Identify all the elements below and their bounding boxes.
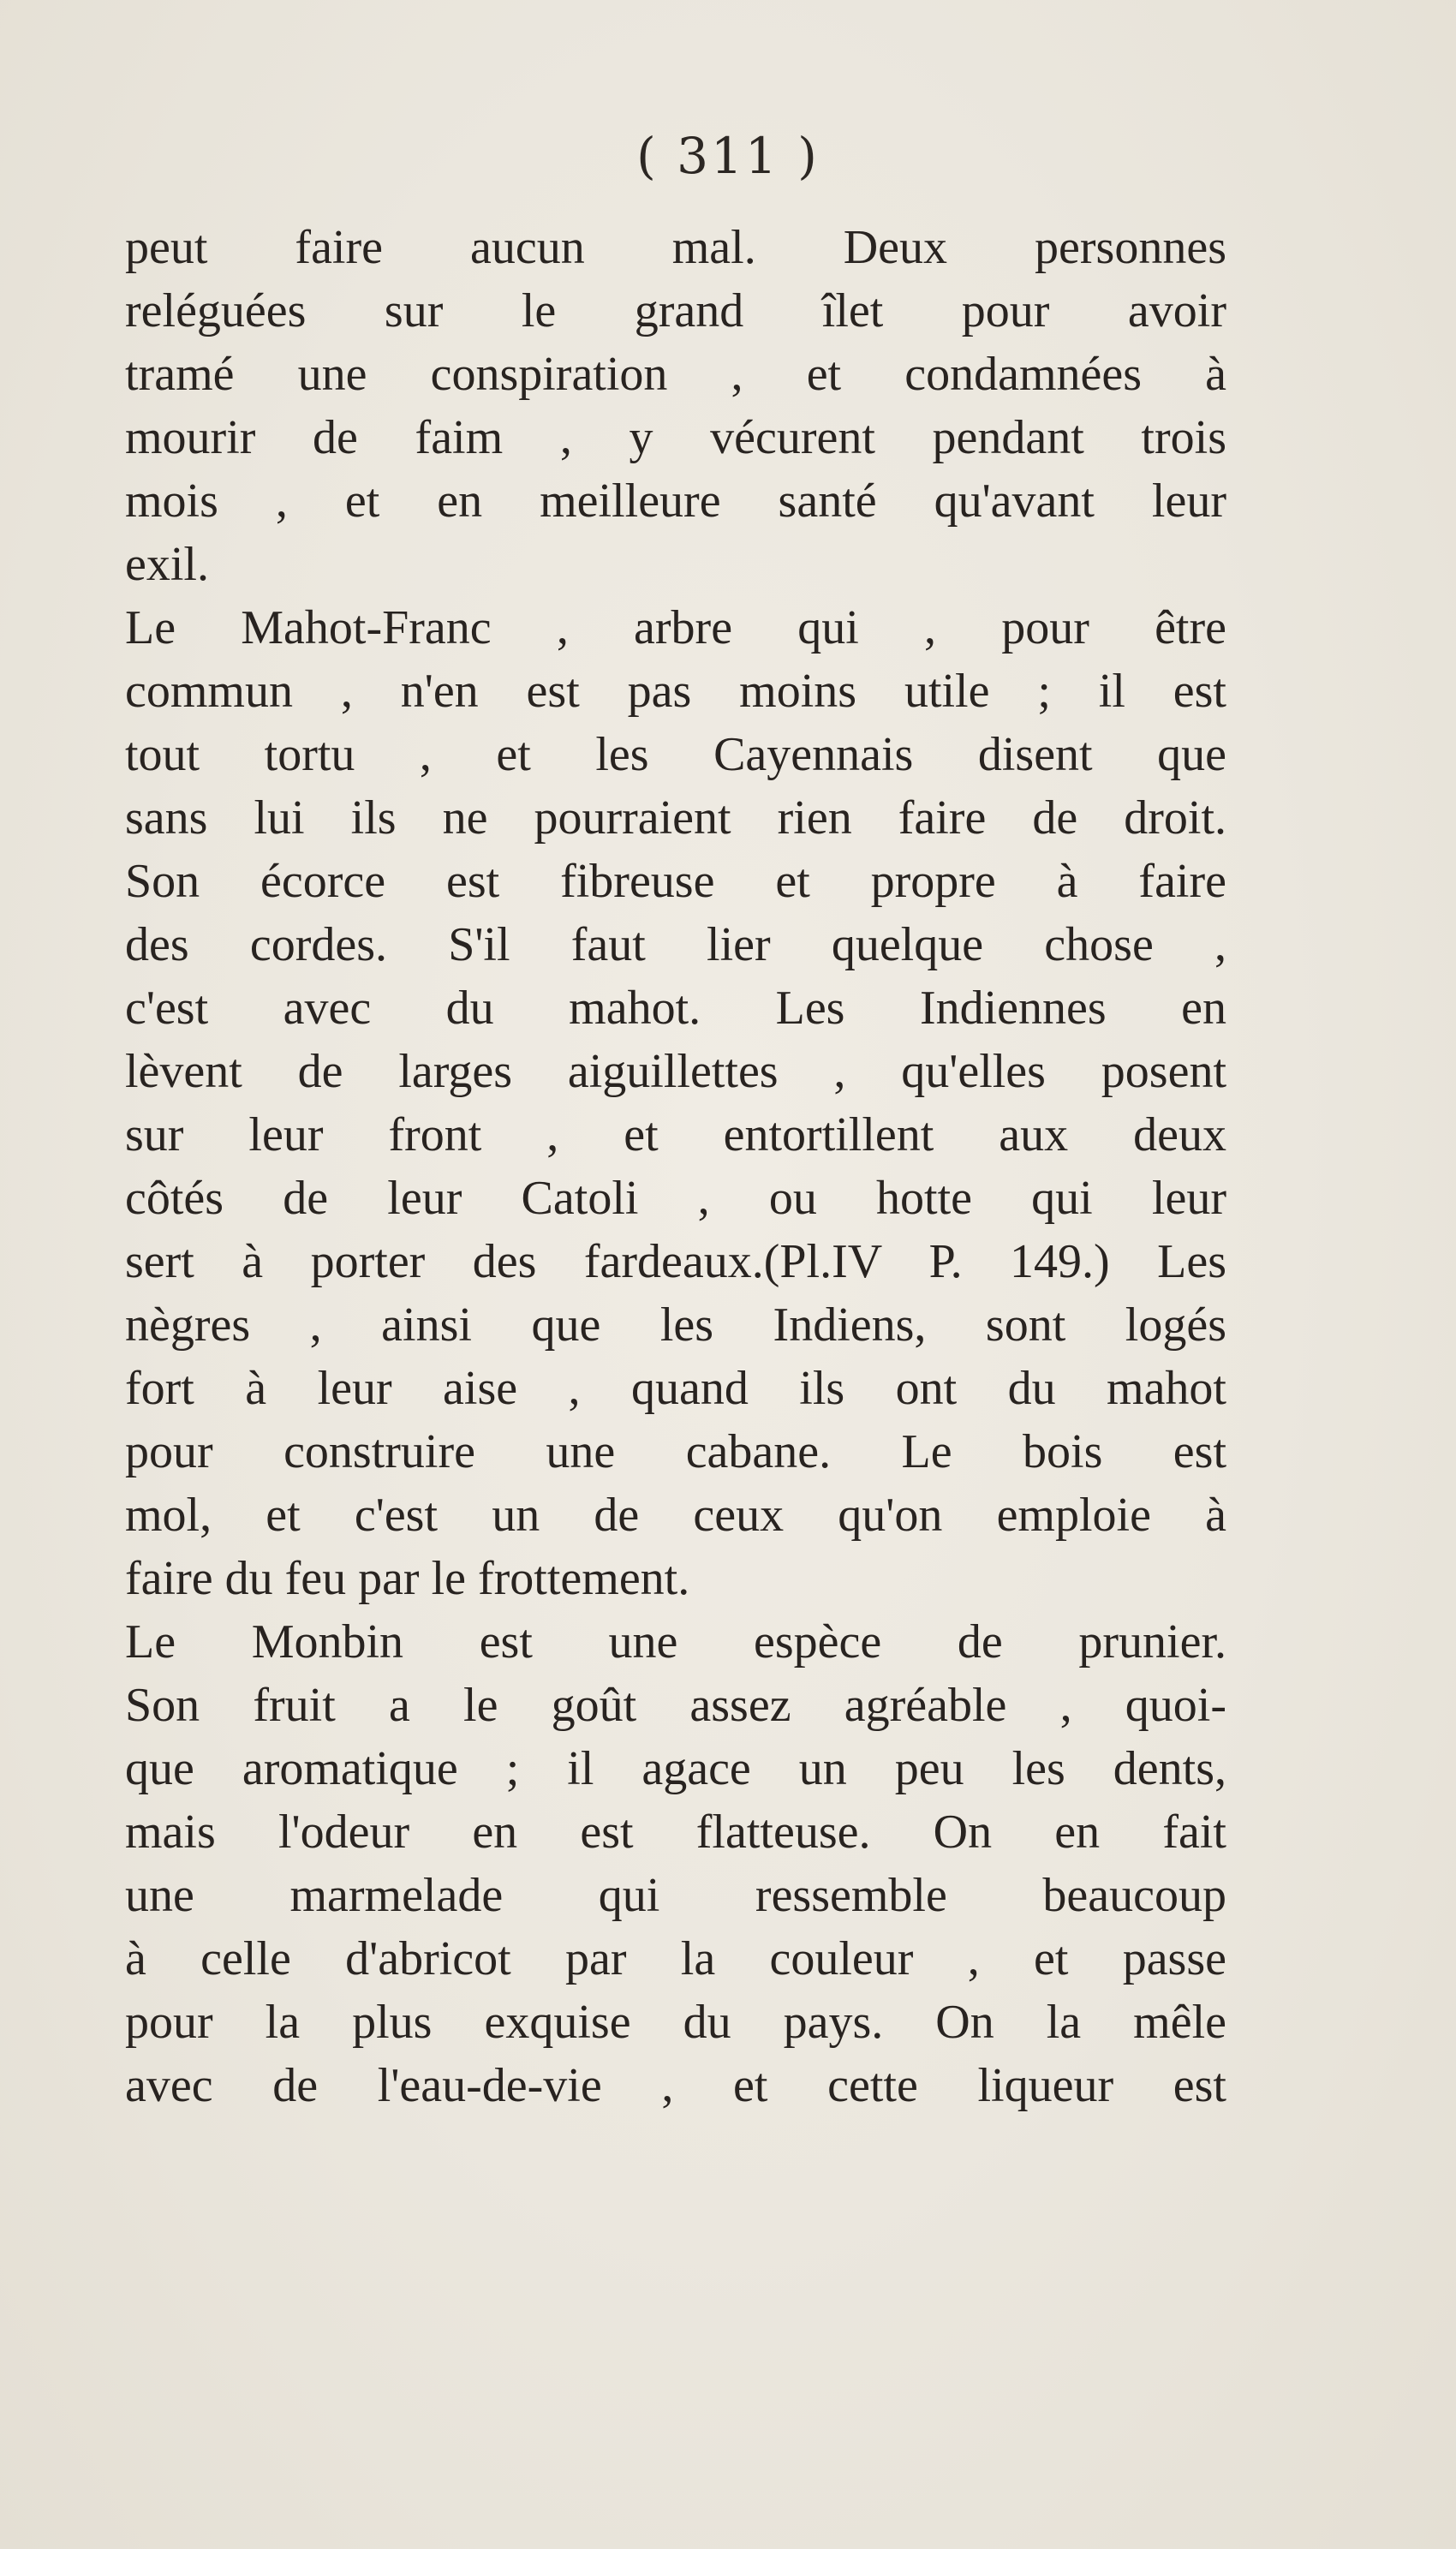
page-number: ( 311 ) (636, 127, 820, 185)
text-line: pour la plus exquise du pays. On la mêle (125, 1996, 1226, 2049)
text-line: peut faire aucun mal. Deux personnes (125, 221, 1226, 274)
text-line: mourir de faim , y vécurent pendant trois (125, 411, 1226, 464)
text-line: que aromatique ; il agace un peu les dents, (125, 1742, 1226, 1795)
text-line: avec de l'eau-de-vie , et cette liqueur est (125, 2059, 1226, 2112)
text-line: pour construire une cabane. Le bois est (125, 1425, 1226, 1478)
text-line: exil. (125, 538, 209, 591)
text-line: Son écorce est fibreuse et propre à faire (125, 855, 1226, 908)
text-line: côtés de leur Catoli , ou hotte qui leur (125, 1172, 1226, 1225)
text-line: sur leur front , et entortillent aux deux (125, 1108, 1226, 1161)
text-line: tramé une conspiration , et condamnées à (125, 348, 1226, 401)
text-line: lèvent de larges aiguillettes , qu'elles posent (125, 1045, 1226, 1098)
text-line: mois , et en meilleure santé qu'avant leur (125, 475, 1226, 528)
body-text (125, 216, 1226, 2117)
text-line: une marmelade qui ressemble beaucoup (125, 1869, 1226, 1922)
text-line: faire du feu par le frottement. (125, 1552, 690, 1605)
text-line: sans lui ils ne pourraient rien faire de droit. (125, 791, 1226, 845)
text-line: des cordes. S'il faut lier quelque chose , (125, 918, 1226, 971)
text-line: fort à leur aise , quand ils ont du mahot (125, 1362, 1226, 1415)
text-line: Son fruit a le goût assez agréable , quoi- (125, 1679, 1226, 1732)
text-line: mais l'odeur en est flatteuse. On en fait (125, 1806, 1226, 1859)
text-line: Le Monbin est une espèce de prunier. (125, 1615, 1226, 1668)
text-line: nègres , ainsi que les Indiens, sont logés (125, 1298, 1226, 1352)
text-line: reléguées sur le grand îlet pour avoir (125, 284, 1226, 337)
text-line: c'est avec du mahot. Les Indiennes en (125, 982, 1226, 1035)
text-line: mol, et c'est un de ceux qu'on emploie à (125, 1489, 1226, 1542)
text-line: à celle d'abricot par la couleur , et passe (125, 1932, 1226, 1985)
text-line: Le Mahot-Franc , arbre qui , pour être (125, 601, 1226, 654)
text-line: commun , n'en est pas moins utile ; il est (125, 665, 1226, 718)
text-line: sert à porter des fardeaux.(Pl.IV P. 149.) Les (125, 1235, 1226, 1288)
text-line: tout tortu , et les Cayennais disent que (125, 728, 1226, 781)
